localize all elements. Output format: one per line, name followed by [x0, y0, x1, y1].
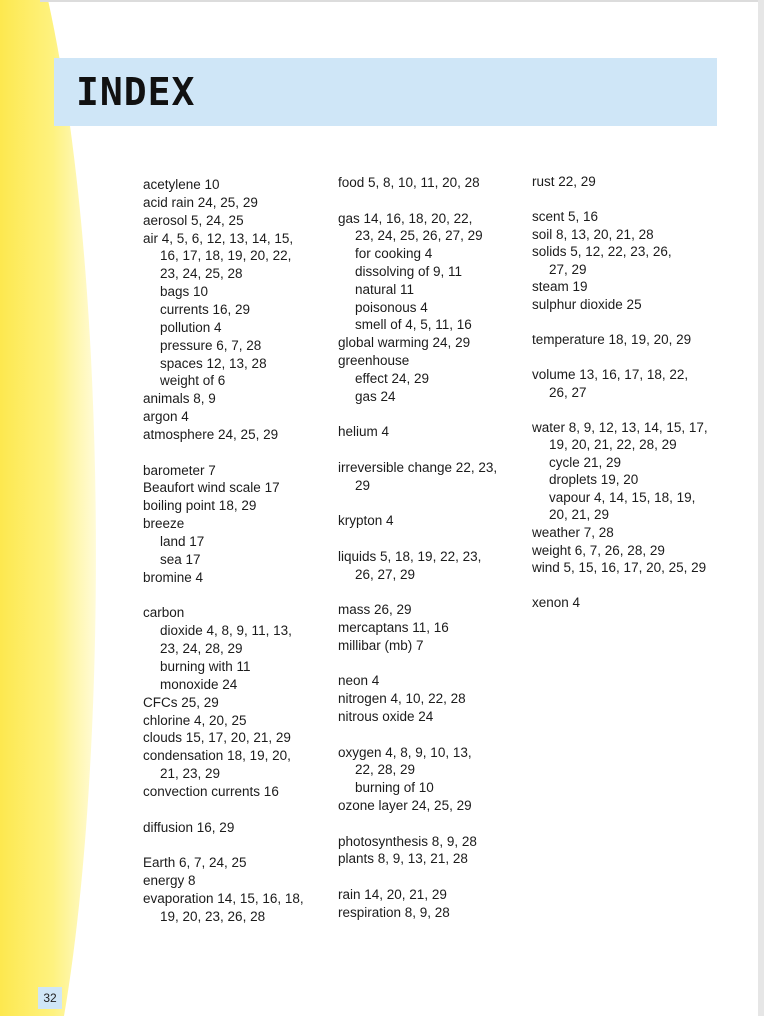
index-entry: helium 4	[338, 424, 390, 440]
index-entry: volume 13, 16, 17, 18, 22,	[532, 367, 689, 383]
index-entry: xenon 4	[532, 595, 581, 611]
index-subentry: currents 16, 29	[160, 301, 251, 317]
index-entry: animals 8, 9	[143, 391, 216, 407]
index-entry: krypton 4	[338, 513, 394, 529]
index-entry: breeze	[143, 516, 185, 532]
index-subentry: 21, 23, 29	[160, 766, 221, 782]
index-entry: steam 19	[532, 279, 588, 295]
page-title: INDEX	[76, 70, 196, 114]
index-entry: convection currents 16	[143, 783, 279, 799]
index-entry: wind 5, 15, 16, 17, 20, 25, 29	[532, 560, 707, 576]
index-entry: air 4, 5, 6, 12, 13, 14, 15,	[143, 230, 294, 246]
index-entry: evaporation 14, 15, 16, 18,	[143, 891, 304, 906]
index-entry: CFCs 25, 29	[143, 694, 219, 710]
index-entry: bromine 4	[143, 569, 204, 585]
index-subentry: natural 11	[355, 281, 415, 297]
index-entry: argon 4	[143, 409, 189, 425]
index-entry: weight 6, 7, 26, 28, 29	[532, 542, 665, 558]
index-entry: barometer 7	[143, 462, 216, 478]
index-entry: photosynthesis 8, 9, 28	[338, 833, 477, 849]
page-right-edge	[758, 0, 764, 1016]
index-subentry: dioxide 4, 8, 9, 11, 13,	[160, 623, 292, 639]
index-subentry: burning with 11	[160, 658, 251, 674]
index-subentry: 19, 20, 21, 22, 28, 29	[549, 437, 677, 453]
index-entry: plants 8, 9, 13, 21, 28	[338, 851, 468, 867]
index-entry: mercaptans 11, 16	[338, 620, 449, 635]
index-subentry: 27, 29	[549, 261, 587, 277]
index-entry: liquids 5, 18, 19, 22, 23,	[338, 548, 482, 564]
index-entry: clouds 15, 17, 20, 21, 29	[143, 730, 291, 746]
index-subentry: effect 24, 29	[355, 370, 430, 386]
index-entry: oxygen 4, 8, 9, 10, 13,	[338, 744, 472, 760]
index-subentry: 29	[355, 477, 371, 493]
index-subentry: 16, 17, 18, 19, 20, 22,	[160, 248, 292, 264]
index-subentry: burning of 10	[355, 780, 434, 796]
index-subentry: weight of 6	[160, 373, 226, 389]
index-subentry: sea 17	[160, 551, 201, 567]
index-entry: chlorine 4, 20, 25	[143, 712, 247, 728]
index-entry: gas 14, 16, 18, 20, 22,	[338, 210, 473, 226]
index-subentry: pollution 4	[160, 319, 222, 335]
index-subentry: vapour 4, 14, 15, 18, 19,	[549, 489, 696, 505]
index-entry: solids 5, 12, 22, 23, 26,	[532, 244, 672, 260]
index-entry: acetylene 10	[143, 177, 220, 192]
index-entry: respiration 8, 9, 28	[338, 904, 450, 920]
index-entry: rain 14, 20, 21, 29	[338, 887, 447, 902]
index-subentry: for cooking 4	[355, 246, 433, 262]
index-subentry: bags 10	[160, 284, 209, 300]
index-entry: nitrous oxide 24	[338, 709, 434, 724]
index-entry: irreversible change 22, 23,	[338, 459, 498, 475]
page-number: 32	[38, 987, 62, 1009]
index-entry: greenhouse	[338, 353, 410, 368]
index-entry: rust 22, 29	[532, 174, 596, 189]
index-subentry: 23, 24, 25, 28	[160, 266, 243, 282]
index-entry: weather 7, 28	[532, 525, 614, 540]
index-entry: diffusion 16, 29	[143, 819, 235, 835]
index-entry: millibar (mb) 7	[338, 637, 424, 653]
title-band	[54, 58, 717, 126]
index-entry: mass 26, 29	[338, 602, 412, 618]
index-entry: food 5, 8, 10, 11, 20, 28	[338, 175, 480, 190]
index-subentry: 20, 21, 29	[549, 507, 610, 523]
index-subentry: 19, 20, 23, 26, 28	[160, 908, 266, 924]
index-entry: condensation 18, 19, 20,	[143, 748, 291, 764]
index-subentry: 22, 28, 29	[355, 762, 416, 778]
index-subentry: gas 24	[355, 388, 396, 404]
index-entry: Earth 6, 7, 24, 25	[143, 855, 247, 871]
index-entry: temperature 18, 19, 20, 29	[532, 331, 692, 347]
index-subentry: 23, 24, 28, 29	[160, 641, 243, 657]
index-entry: carbon	[143, 605, 185, 621]
index-entry: aerosol 5, 24, 25	[143, 212, 244, 228]
index-entry: energy 8	[143, 873, 196, 889]
index-subentry: dissolving of 9, 11	[355, 264, 463, 279]
index-entry: atmosphere 24, 25, 29	[143, 426, 279, 442]
index-entry: acid rain 24, 25, 29	[143, 194, 258, 210]
index-subentry: smell of 4, 5, 11, 16	[355, 317, 472, 333]
index-entry: scent 5, 16	[532, 209, 599, 225]
index-entry: Beaufort wind scale 17	[143, 480, 280, 496]
index-subentry: pressure 6, 7, 28	[160, 337, 262, 353]
index-entry: neon 4	[338, 673, 380, 689]
index-entry: ozone layer 24, 25, 29	[338, 798, 472, 813]
index-subentry: cycle 21, 29	[549, 454, 622, 470]
page-top-edge	[40, 0, 764, 2]
index-subentry: poisonous 4	[355, 299, 428, 315]
index-subentry: 23, 24, 25, 26, 27, 29	[355, 228, 483, 244]
index-entry: sulphur dioxide 25	[532, 296, 642, 312]
index-subentry: droplets 19, 20	[549, 472, 639, 488]
index-entry: water 8, 9, 12, 13, 14, 15, 17,	[532, 419, 708, 435]
index-subentry: 26, 27	[549, 384, 587, 400]
index-entry: boiling point 18, 29	[143, 498, 257, 514]
index-entry: soil 8, 13, 20, 21, 28	[532, 226, 654, 242]
index-subentry: 26, 27, 29	[355, 566, 416, 582]
index-subentry: land 17	[160, 534, 205, 549]
index-subentry: monoxide 24	[160, 676, 238, 692]
index-entry: nitrogen 4, 10, 22, 28	[338, 691, 466, 707]
index-subentry: spaces 12, 13, 28	[160, 355, 267, 371]
index-entry: global warming 24, 29	[338, 335, 471, 351]
